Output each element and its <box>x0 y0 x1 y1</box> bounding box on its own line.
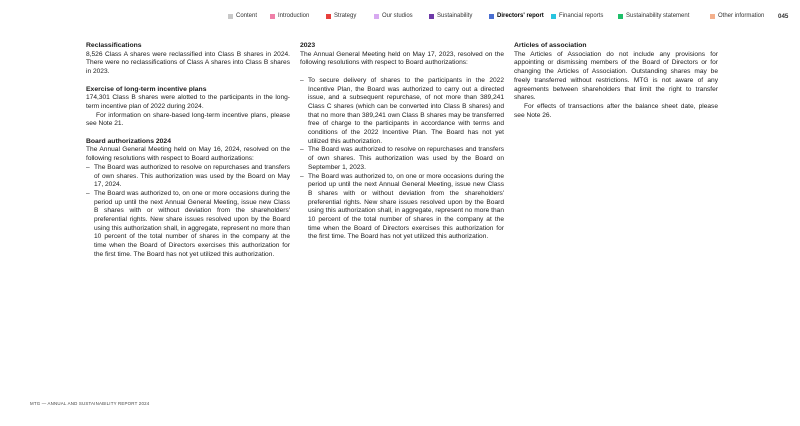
board-authorizations-heading: Board authorizations 2024 <box>86 137 171 145</box>
sustainability-color-swatch-icon <box>429 14 434 19</box>
articles-of-association-text: The Articles of Association do not include any provisions for appointing or dismissing members of the Board of Directors or for changing the Articles of Association. Outstanding shares may be freely transferred without restrictions. MTG is not aware of any agreements between shareholders that limit the right to transfer shares. <box>514 50 718 102</box>
board-authorizations-list <box>86 164 290 260</box>
authorizations-2023-list <box>300 77 504 242</box>
sustainability-statement-color-swatch-icon <box>618 14 623 19</box>
nav-item-label: Content <box>236 13 258 19</box>
nav-item-label: Sustainability statement <box>626 13 690 19</box>
reclassifications-heading: Reclassifications <box>86 42 142 49</box>
nav-item-sustainability[interactable] <box>429 13 489 19</box>
nav-item-label: Strategy <box>334 13 357 19</box>
introduction-color-swatch-icon <box>270 14 275 19</box>
list-item: – The Board was authorized to resolve on repurchases and transfers of own shares. This authorization was used by the Board on May 17, 2024. <box>86 163 290 189</box>
directors-report-color-swatch-icon <box>489 14 494 19</box>
page-number: 045 <box>778 12 789 20</box>
reclassifications-text: 8,526 Class A shares were reclassified into Class B shares in 2024. There were no reclassifications of Class A shares into Class B shares in 2023. <box>86 50 290 76</box>
nav-item-sustainability-statement[interactable] <box>618 13 710 19</box>
year-2023-intro: The Annual General Meeting held on May 17, 2023, resolved on the following resolutions with respect to Board authorizations: <box>300 50 504 67</box>
articles-of-association-heading: Articles of association <box>514 42 587 49</box>
content-color-swatch-icon <box>228 14 233 19</box>
section-navigation <box>228 10 790 22</box>
year-2023-heading: 2023 <box>300 42 316 49</box>
nav-item-directors-report[interactable] <box>489 13 551 19</box>
nav-item-our-studios[interactable] <box>374 13 429 19</box>
list-item: – The Board was authorized to, on one or more occasions during the period up until the next Annual General Meeting, issue new Class B shares with or without deviation from the shareholders' preferential rights. New share issues resolved upon by the Board using this authorization shall, in aggregate, represent no more than 10 percent of the total number of shares in the company at the time when the Board of Directors exercises this authorization for the first time. The Board has not yet utilized this authorization. <box>86 189 290 258</box>
financial-reports-color-swatch-icon <box>551 14 556 19</box>
nav-item-label: Financial reports <box>559 13 604 19</box>
nav-item-other-information[interactable] <box>710 13 772 19</box>
board-authorizations-intro: The Annual General Meeting held on May 16, 2024, resolved on the following resolutions with respect to Board authorizations: <box>86 146 290 163</box>
our-studios-color-swatch-icon <box>374 14 379 19</box>
list-item: – To secure delivery of shares to the participants in the 2022 Incentive Plan, the Board was authorized to carry out a directed issue, and a subsequent repurchase, of not more than 389,241 Class C shares (which can be converted into Class B shares) and that no more than 389,241 own Class B shares may be transferred free of charge to the participants in accordance with terms and conditions of the 2022 Incentive Plan. The Board has not yet utilized this authorization. <box>300 76 504 145</box>
column-right <box>514 42 718 120</box>
ltip-heading: Exercise of long-term incentive plans <box>86 85 207 93</box>
nav-item-label: Directors' report <box>497 13 544 19</box>
articles-of-association-note: For effects of transactions after the balance sheet date, please see Note 26. <box>514 102 718 119</box>
nav-item-label: Our studios <box>382 13 413 19</box>
list-item: – The Board was authorized to, on one or more occasions during the period up until the next Annual General Meeting, issue new Class B shares with or without deviation from the shareholders' preferential rights. New share issues resolved upon by the Board using this authorization shall, in aggregate, represent no more than 10 percent of the total number of shares in the company at the time when the Board of Directors exercises this authorization for the first time. The Board has not yet utilized this authorization. <box>300 172 504 241</box>
other-information-color-swatch-icon <box>710 14 715 19</box>
column-middle <box>300 42 504 242</box>
ltip-note: For information on share-based long-term incentive plans, please see Note 21. <box>86 111 290 128</box>
nav-item-introduction[interactable] <box>270 13 326 19</box>
strategy-color-swatch-icon <box>326 14 331 19</box>
list-item: – The Board was authorized to resolve on repurchases and transfers of own shares. This authorization was used by the Board on September 1, 2023. <box>300 146 504 171</box>
nav-item-strategy[interactable] <box>326 13 374 19</box>
nav-item-label: Other information <box>718 13 765 19</box>
column-left <box>86 42 290 260</box>
ltip-text: 174,301 Class B shares were alotted to the participants in the long-term incentive plan of 2022 during 2024. <box>86 94 290 110</box>
nav-item-label: Introduction <box>278 13 310 19</box>
page-footer: MTG — ANNUAL AND SUSTAINABILITY REPORT 2024 <box>30 401 150 406</box>
nav-item-label: Sustainability <box>437 13 473 19</box>
nav-item-financial-reports[interactable] <box>551 13 618 19</box>
nav-item-content[interactable] <box>228 13 270 19</box>
